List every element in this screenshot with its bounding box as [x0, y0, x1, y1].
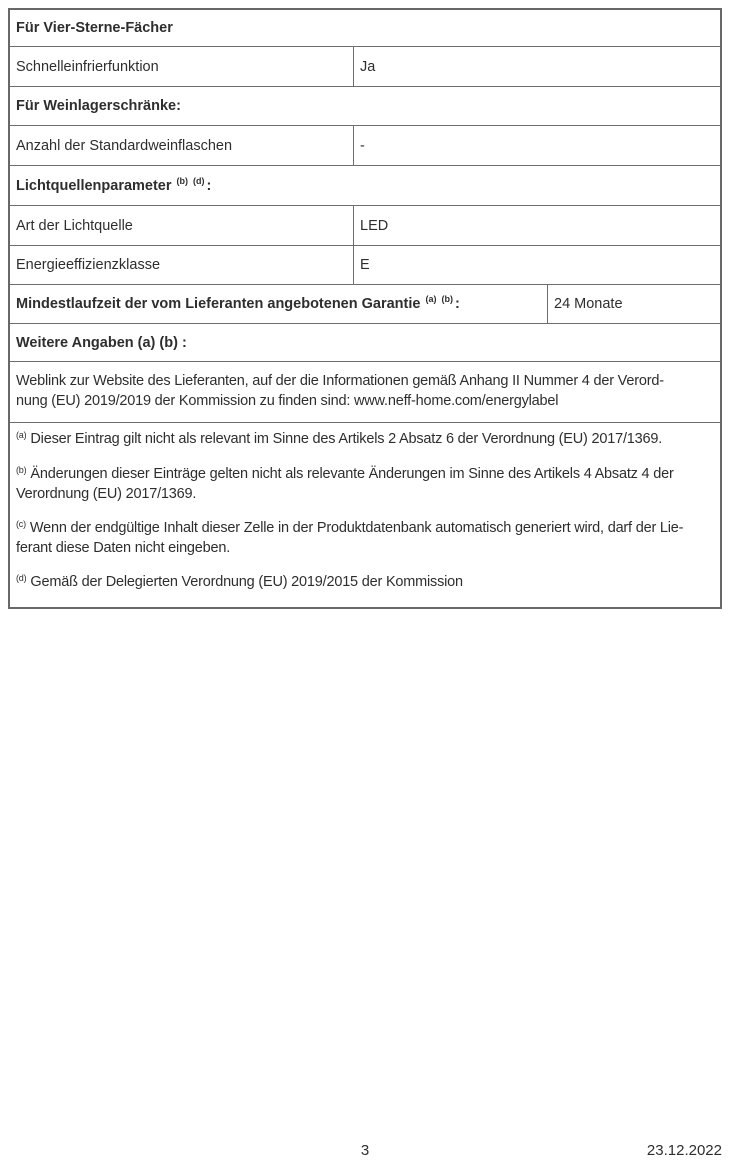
table-row-light-type	[10, 206, 720, 246]
section-header-four-star: Für Vier-Sterne-Fächer	[16, 20, 173, 36]
row-value-quick-freeze: Ja	[360, 58, 376, 75]
table-row-section-wine	[10, 87, 720, 126]
section-header-more-info: Weitere Angaben (a) (b) :	[16, 334, 187, 351]
footnote-d-line: $^{(d)}$ Gemäß der Delegierten Verordnung (EU) 2019/2015 der Kommission	[16, 573, 463, 590]
footnote-d-marker: (d)	[16, 573, 27, 583]
row-label-wine-bottles: Anzahl der Standardweinflaschen	[10, 126, 354, 165]
footnote-ref-b2: (b)	[441, 294, 453, 304]
guarantee-colon: :	[454, 296, 460, 312]
section-header-wine: Für Weinlagerschränke:	[16, 98, 181, 114]
footnote-c-line-1: $^{(c)}$ Wenn der endgültige Inhalt dieser Zelle in der Produktdatenbank automatisch generiert wird, darf der Lie-	[16, 519, 684, 536]
footnote-ref-a: (a)	[425, 294, 437, 304]
row-label-guarantee	[10, 285, 548, 323]
guarantee-label: Mindestlaufzeit der vom Lieferanten angebotenen Garantie	[16, 296, 421, 312]
table-row-wine-bottles	[10, 126, 720, 166]
table-row-section-light-params	[10, 166, 720, 206]
weblink-paragraph	[10, 362, 720, 422]
row-label-quick-freeze: Schnelleinfrierfunktion	[10, 47, 354, 86]
product-datasheet-table	[8, 8, 722, 609]
weblink-line-1: Weblink zur Website des Lieferanten, auf der die Informationen gemäß Anhang II Nummer 4 der Verord-	[16, 373, 664, 389]
table-row-weblink	[10, 362, 720, 423]
row-value-light-type: LED	[360, 217, 389, 234]
footnote-d	[16, 572, 716, 593]
footnote-a	[16, 429, 716, 450]
row-value-guarantee: 24 Monate	[554, 296, 623, 312]
row-value-wine-bottles: -	[360, 137, 365, 154]
weblink-line-2: nung (EU) 2019/2019 der Kommission zu finden sind: www.neff-home.com/energylabel	[16, 393, 559, 409]
footnote-c-marker: (c)	[16, 519, 26, 529]
footer-date: 23.12.2022	[646, 1142, 722, 1159]
footnote-b-line-2: Verordnung (EU) 2017/1369.	[16, 486, 197, 502]
row-label-energy-class: Energieeffizienzklasse	[10, 246, 354, 284]
light-params-label: Lichtquellenparameter	[16, 177, 172, 194]
footnote-c-line-2: ferant diese Daten nicht eingeben.	[16, 540, 231, 556]
footnote-c	[16, 518, 716, 558]
footnote-ref-b: (b)	[176, 175, 189, 186]
section-header-light-params	[10, 166, 720, 205]
footnote-b-marker: (b)	[16, 465, 27, 475]
footnote-a-line: $^{(a)}$ Dieser Eintrag gilt nicht als relevant im Sinne des Artikels 2 Absatz 6 der Verordnung (EU) 2017/1369.	[16, 430, 663, 447]
table-row-section-more-info	[10, 324, 720, 362]
footnote-a-marker: (a)	[16, 430, 27, 440]
table-row-quick-freeze	[10, 47, 720, 87]
table-row-guarantee	[10, 285, 720, 324]
page-number: 3	[360, 1142, 370, 1159]
footnotes-block	[10, 423, 720, 607]
table-row-energy-class	[10, 246, 720, 285]
light-params-colon: :	[206, 177, 212, 194]
footnote-ref-d: (d)	[193, 175, 205, 186]
row-value-energy-class: E	[360, 257, 370, 273]
table-row-section-four-star	[10, 10, 720, 47]
row-label-light-type: Art der Lichtquelle	[10, 206, 354, 245]
footnote-b	[16, 464, 716, 504]
footnote-b-line-1: $^{(b)}$ Änderungen dieser Einträge gelten nicht als relevante Änderungen im Sinne des Artikels 4 Absatz 4 der	[16, 465, 674, 482]
table-row-footnotes	[10, 423, 720, 607]
